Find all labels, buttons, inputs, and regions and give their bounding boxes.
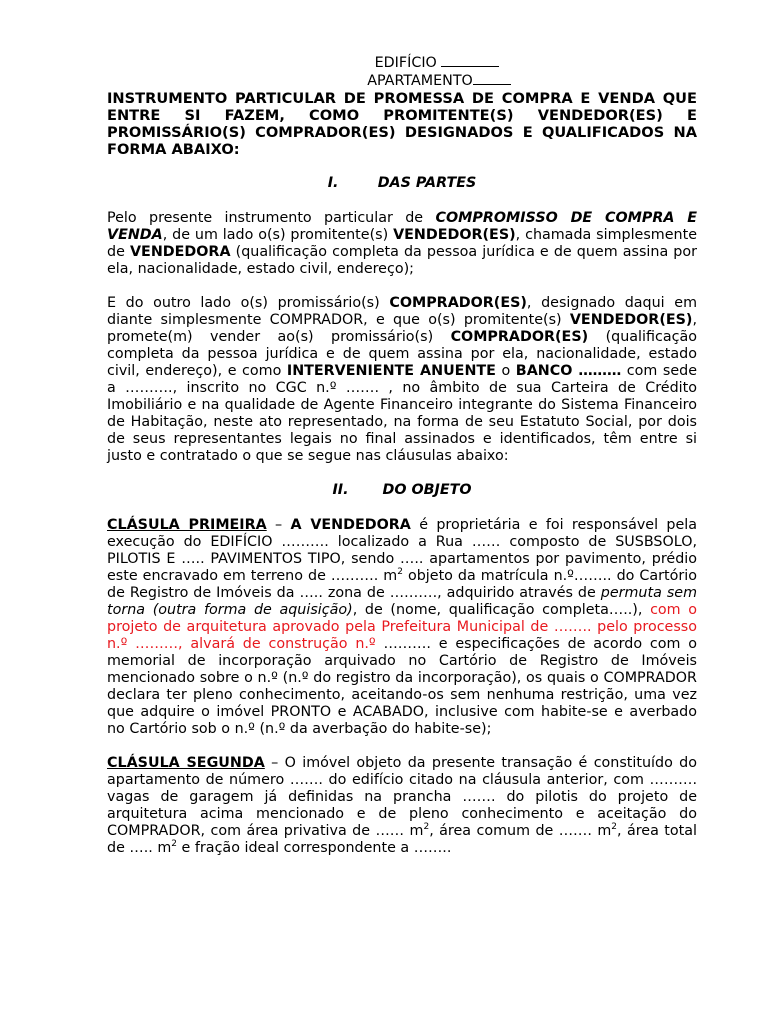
superscript: 2 (171, 839, 178, 850)
text: , chamada simplesmente de (107, 227, 697, 260)
acquisition-form: permuta sem torna (outra forma de aquisição) (107, 585, 697, 618)
superscript: 2 (611, 822, 617, 833)
paragraph-comprador (107, 295, 697, 465)
text: , de (nome, qualificação completa…..), (352, 602, 651, 618)
text: , de um lado o(s) promitente(s) (162, 227, 394, 243)
clause-label: CLÁSULA SEGUNDA (107, 755, 265, 771)
text: (qualificação completa da pessoa jurídica e de quem assina por ela, nacionalidade, estado civil, endereço), e como (107, 329, 697, 379)
text: , promete(m) vender ao(s) promissário(s) (107, 312, 697, 345)
section-heading: DAS PARTES (377, 175, 477, 191)
party-comprador: COMPRADOR(ES) (450, 329, 589, 345)
text: , área comum de ……. m (429, 823, 612, 839)
party-vendedor: VENDEDOR(ES) (569, 312, 693, 328)
party-banco: BANCO ……… (515, 363, 622, 379)
edificio-label: EDIFÍCIO (374, 55, 437, 71)
superscript: 2 (423, 822, 430, 833)
text: , área total de ….. m (107, 823, 697, 856)
highlighted-text: com o projeto de arquitetura aprovado pela Prefeitura Municipal de …….. pelo processo n.º ………, alvará de construção n.º (107, 602, 697, 652)
party-vendedor: VENDEDOR(ES) (393, 227, 516, 243)
text: objeto da matrícula n.º…….. do Cartório de Registro de Imóveis da ….. zona de ………., adquirido através de (107, 568, 697, 601)
text: (qualificação completa da pessoa jurídica e de quem assina por ela, nacionalidade, estado civil, endereço); (107, 244, 698, 277)
apartamento-line (107, 72, 697, 90)
clause-label: CLÁSULA PRIMEIRA (107, 517, 267, 533)
clause-subject: A VENDEDORA (290, 517, 411, 533)
clause-primeira (107, 517, 697, 738)
section-do-objeto (107, 482, 697, 499)
document-page (107, 54, 697, 874)
superscript: 2 (397, 567, 403, 578)
apartamento-blank (473, 72, 511, 85)
text: , designado daqui em diante simplesmente COMPRADOR, e que o(s) promitente(s) (107, 295, 697, 328)
party-interveniente: INTERVENIENTE ANUENTE (286, 363, 496, 379)
contract-type: COMPROMISSO DE COMPRA E VENDA (107, 210, 697, 243)
apartamento-label: APARTAMENTO (367, 73, 473, 89)
text: Pelo presente instrumento particular de (107, 210, 436, 226)
section-number: II. (332, 482, 349, 498)
instrument-title: INSTRUMENTO PARTICULAR DE PROMESSA DE COMPRA E VENDA QUE ENTRE SI FAZEM, COMO PROMITENTE(S) VENDEDOR(ES) E PROMISSÁRIO(S) COMPRADOR(ES) DESIGNADOS E QUALIFICADOS NA FORMA ABAIXO: (107, 90, 697, 158)
text: ………. e especificações de acordo com o memorial de incorporação arquivado no Cartório de Registro de Imóveis mencionado sobre o n.º (n.º do registro da incorporação), os quais o COMPRADOR declara ter pleno conhecimento, aceitando-os sem nenhuma restrição, uma vez que adquire o imóvel PRONTO e ACABADO, inclusive com habite-se e averbado no Cartório sob o n.º (n.º da averbação do habite-se); (107, 636, 697, 737)
text: o (495, 363, 516, 379)
section-das-partes (107, 175, 697, 192)
clause-segunda (107, 755, 697, 857)
edificio-line (107, 54, 697, 72)
section-number: I. (327, 175, 339, 191)
edificio-blank (441, 54, 499, 67)
text: – (266, 517, 291, 533)
party-comprador: COMPRADOR(ES) (389, 295, 527, 311)
text: E do outro lado o(s) promissário(s) (107, 295, 390, 311)
party-vendedora: VENDEDORA (129, 244, 231, 260)
paragraph-vendedora (107, 210, 697, 278)
text: e fração ideal correspondente a …….. (177, 840, 452, 856)
text: é proprietária e foi responsável pela execução do EDIFÍCIO ………. localizado a Rua …… composto de SUSBSOLO, PILOTIS E ….. PAVIMENTOS TIPO, sendo ….. apartamentos por pavimento, prédio este encravado em terreno de ………. m (107, 517, 697, 584)
section-heading: DO OBJETO (382, 482, 472, 498)
text: com sede a ………., inscrito no CGC n.º ……. , no âmbito de sua Carteira de Crédito Imobiliário e na qualidade de Agente Financeiro integrante do Sistema Financeiro de Habitação, neste ato representado, na forma de seu Estatuto Social, por dois de seus representantes legais no final assinados e identificados, têm entre si justo e contratado o que se segue nas cláusulas abaixo: (107, 363, 697, 464)
text: – O imóvel objeto da presente transação é constituído do apartamento de número ……. do edifício citado na cláusula anterior, com ………. vagas de garagem já definidas na prancha ……. do pilotis do projeto de arquitetura acima mencionado e de pleno conhecimento e aceitação do COMPRADOR, com área privativa de …… m (107, 755, 697, 839)
